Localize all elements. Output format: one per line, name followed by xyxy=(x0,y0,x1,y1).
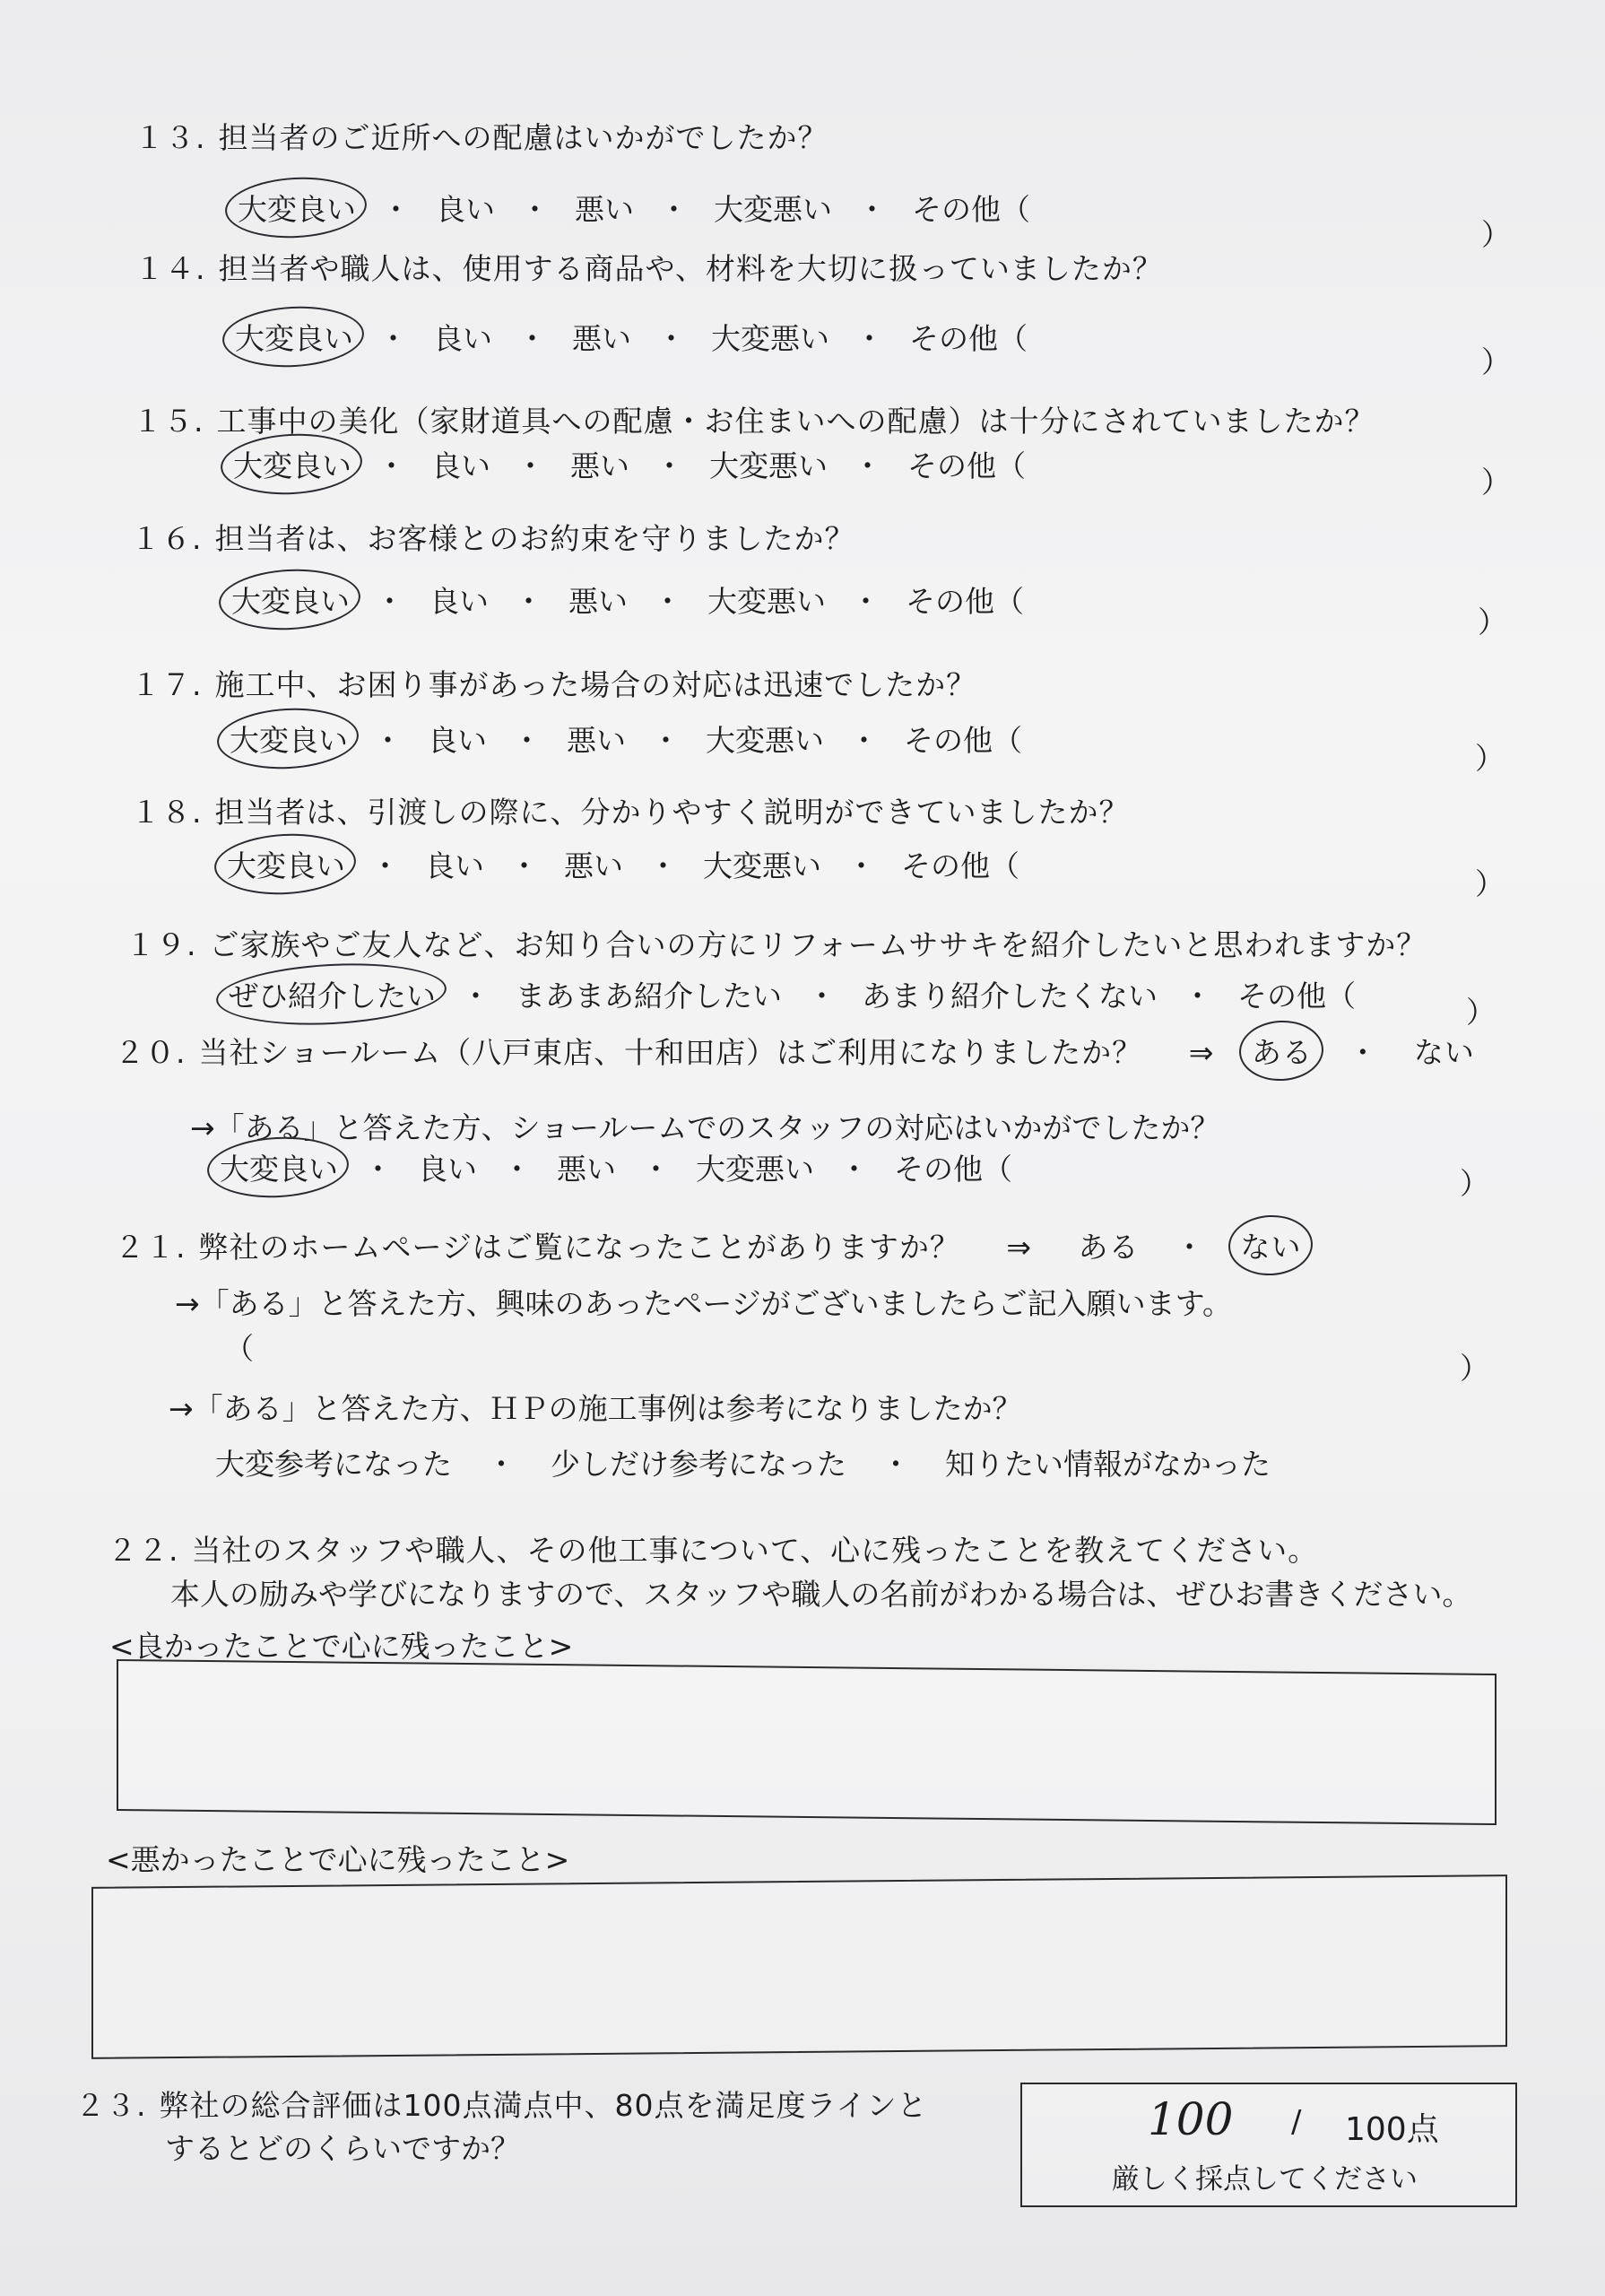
q21-option-1[interactable]: 大変参考になった xyxy=(215,1447,452,1482)
q14-option-4[interactable]: 大変悪い xyxy=(711,321,829,356)
question-21-sub2: →「ある」と答えた方、ＨＰの施工事例は参考になりましたか？ xyxy=(169,1391,1022,1426)
q13-option-1[interactable]: 大変良い xyxy=(238,187,356,229)
q21-page-field[interactable] xyxy=(260,1326,1444,1363)
q13-option-3[interactable]: 悪い xyxy=(575,192,634,227)
q16-option-1[interactable]: 大変良い xyxy=(231,578,350,621)
q16-option-2[interactable]: 良い xyxy=(429,584,489,619)
q17-option-5[interactable]: その他（ xyxy=(904,723,1022,758)
score-note: 厳しく採点してください xyxy=(1112,2163,1418,2196)
q18-option-2[interactable]: 良い xyxy=(425,848,484,883)
q14-text: １４. 担当者や職人は、使用する商品や、材料を大切に扱っていましたか？ xyxy=(134,251,1163,286)
q18-option-5[interactable]: その他（ xyxy=(901,848,1019,883)
q15-option-3[interactable]: 悪い xyxy=(570,448,629,483)
q21-option-3[interactable]: 知りたい情報がなかった xyxy=(945,1447,1271,1482)
question-20-text: ２０. 当社ショールーム（八戸東店、十和田店）はご利用になりましたか？ ⇒ ある ・ ない xyxy=(115,1030,1475,1072)
q21-option-2[interactable]: 少しだけ参考になった xyxy=(551,1447,846,1482)
question-23-text: ２３. 弊社の総合評価は100点満点中、80点を満足度ラインと xyxy=(75,2088,928,2123)
q18-option-1[interactable]: 大変良い xyxy=(227,843,345,885)
q19-option-4[interactable]: その他（ xyxy=(1237,978,1356,1013)
q20-answer-yes[interactable]: ある xyxy=(1252,1030,1313,1072)
q18-option-3[interactable]: 悪い xyxy=(564,848,623,883)
q17-text: １７. 施工中、お困り事があった場合の対応は迅速でしたか？ xyxy=(131,667,977,702)
q14-option-5[interactable]: その他（ xyxy=(909,321,1028,356)
question-22-text: ２２. 当社のスタッフや職人、その他工事について、心に残ったことを教えてください。 xyxy=(108,1533,1319,1568)
q20-option-4[interactable]: 大変悪い xyxy=(696,1152,814,1187)
survey-page: １３. 担当者のご近所への配慮はいかがでしたか？ 大変良い ・ 良い ・ 悪い ・ 大変悪い ・ その他（ ） １４. 担当者や職人は、使用する商品や、材料を大切に扱っていましたか？ 大変良い ・ 良い ・ 悪い ・ 大変悪い ・ その他（ ） １５. 工事中の美化（家財道具への配慮・お住まいへの配慮）は十分にされていましたか？ 大変良い ・ 良い ・ 悪い ・ 大変悪い ・ その他（ ） １６. 担当者は、お客様とのお約束を守りましたか？ 大変良い ・ 良い ・ 悪い ・ 大変悪い ・ その他（ ） １７. 施工中、お困り事があった場合の対応は迅速でしたか？ 大変良い ・ 良い ・ 悪い ・ 大変悪い ・ その他（ ） １８. 担当者は、引渡しの際に、分かりやすく説明ができていましたか？ 大変良い ・ 良い ・ 悪い ・ 大変悪い ・ その他（ ） １９. ご家族やご友人など、お知り合いの方にリフォームササキを紹介したいと思われますか？ ぜひ紹介したい ・ まあまあ紹介したい ・ あまり紹介したくない ・ その他（ ） ２０. 当社ショールーム（八戸東店、十和田店）はご利用になりましたか？ ⇒ ある ・ ない →「ある」と答えた方、ショールームでのスタッフの対応はいかがでしたか？ 大変良い ・ 良い ・ 悪い ・ 大変悪い ・ その他（ ） ２１. 弊社のホームページはご覧になったことがありますか？ ⇒ ある ・ ない →「ある」と答えた方、興味のあったページがございましたらご記入願います。 （ ） →「ある」と答えた方、ＨＰの施工事例は参考になりましたか？ 大変参考になった ・ 少しだけ参考になった ・ 知りたい情報がなかった ２２. 当社のスタッフや職人、その他工事について、心に残ったことを教えてください。 本人の励みや学びになりますので、スタッフや職人の名前がわかる場合は、ぜひお書きください。 <良かったことで心に残ったこと> <悪かったことで心に残ったこと> ２３. 弊社の総合評価は100点満点中、80点を満足度ラインと するとどのくらいですか？ 100 / 100点 厳しく採点してください xyxy=(0,0,1605,2296)
bad-label: <悪かったことで心に残ったこと> xyxy=(106,1842,570,1877)
q21-answer-yes[interactable]: ある xyxy=(1078,1230,1140,1265)
q13-option-2[interactable]: 良い xyxy=(436,192,495,227)
q18-text: １８. 担当者は、引渡しの際に、分かりやすく説明ができていましたか？ xyxy=(131,795,1130,830)
q17-option-3[interactable]: 悪い xyxy=(567,723,626,758)
q19-option-1[interactable]: ぜひ紹介したい xyxy=(229,973,436,1015)
question-23-text2: するとどのくらいですか？ xyxy=(165,2131,520,2166)
question-21-sub1: →「ある」と答えた方、興味のあったページがございましたらご記入願います。 xyxy=(175,1286,1233,1321)
q16-option-3[interactable]: 悪い xyxy=(568,584,628,619)
q21-answer-no[interactable]: ない xyxy=(1241,1224,1302,1266)
question-21-text: ２１. 弊社のホームページはご覧になったことがありますか？ ⇒ ある ・ ない xyxy=(115,1224,1302,1266)
q20-option-5[interactable]: その他（ xyxy=(894,1152,1012,1187)
q19-text: １９. ご家族やご友人など、お知り合いの方にリフォームササキを紹介したいと思われますか？ xyxy=(126,927,1427,962)
good-label: <良かったことで心に残ったこと> xyxy=(109,1629,574,1664)
q20-option-3[interactable]: 悪い xyxy=(557,1152,616,1187)
q14-option-1[interactable]: 大変良い xyxy=(235,316,353,358)
q14-option-3[interactable]: 悪い xyxy=(572,321,631,356)
q17-option-4[interactable]: 大変悪い xyxy=(706,723,824,758)
q15-option-5[interactable]: その他（ xyxy=(907,448,1026,483)
q15-option-4[interactable]: 大変悪い xyxy=(709,448,828,483)
q15-option-2[interactable]: 良い xyxy=(431,448,490,483)
good-comment-box[interactable] xyxy=(117,1659,1497,1825)
q16-option-5[interactable]: その他（ xyxy=(906,584,1024,619)
question-22-text2: 本人の励みや学びになりますので、スタッフや職人の名前がわかる場合は、ぜひお書きください。 xyxy=(170,1577,1472,1612)
question-21-options: 大変参考になった ・ 少しだけ参考になった ・ 知りたい情報がなかった xyxy=(215,1441,1271,1483)
q20-answer-no[interactable]: ない xyxy=(1413,1035,1475,1070)
q14-option-2[interactable]: 良い xyxy=(433,321,492,356)
q15-text: １５. 工事中の美化（家財道具への配慮・お住まいへの配慮）は十分にされていましたか？ xyxy=(133,404,1375,439)
q18-option-4[interactable]: 大変悪い xyxy=(703,848,821,883)
question-20-sub: →「ある」と答えた方、ショールームでのスタッフの対応はいかがでしたか？ xyxy=(190,1110,1220,1145)
q19-option-2[interactable]: まあまあ紹介したい xyxy=(516,978,782,1013)
score-box[interactable]: 100 / 100点 厳しく採点してください xyxy=(1020,2083,1517,2207)
q19-option-3[interactable]: あまり紹介したくない xyxy=(862,978,1158,1013)
score-value: 100 xyxy=(1148,2093,1234,2145)
q17-option-1[interactable]: 大変良い xyxy=(230,718,348,760)
bad-comment-box[interactable] xyxy=(91,1874,1507,2059)
q16-text: １６. 担当者は、お客様とのお約束を守りましたか？ xyxy=(131,521,855,556)
q17-option-2[interactable]: 良い xyxy=(428,723,487,758)
q15-option-1[interactable]: 大変良い xyxy=(233,443,351,485)
q13-text: １３. 担当者のご近所への配慮はいかがでしたか？ xyxy=(134,120,829,155)
q20-option-1[interactable]: 大変良い xyxy=(220,1146,338,1188)
q13-option-5[interactable]: その他（ xyxy=(912,192,1030,227)
score-max: 100点 xyxy=(1345,2111,1439,2148)
q16-option-4[interactable]: 大変悪い xyxy=(707,584,826,619)
q20-option-2[interactable]: 良い xyxy=(418,1152,477,1187)
q13-option-4[interactable]: 大変悪い xyxy=(714,192,832,227)
